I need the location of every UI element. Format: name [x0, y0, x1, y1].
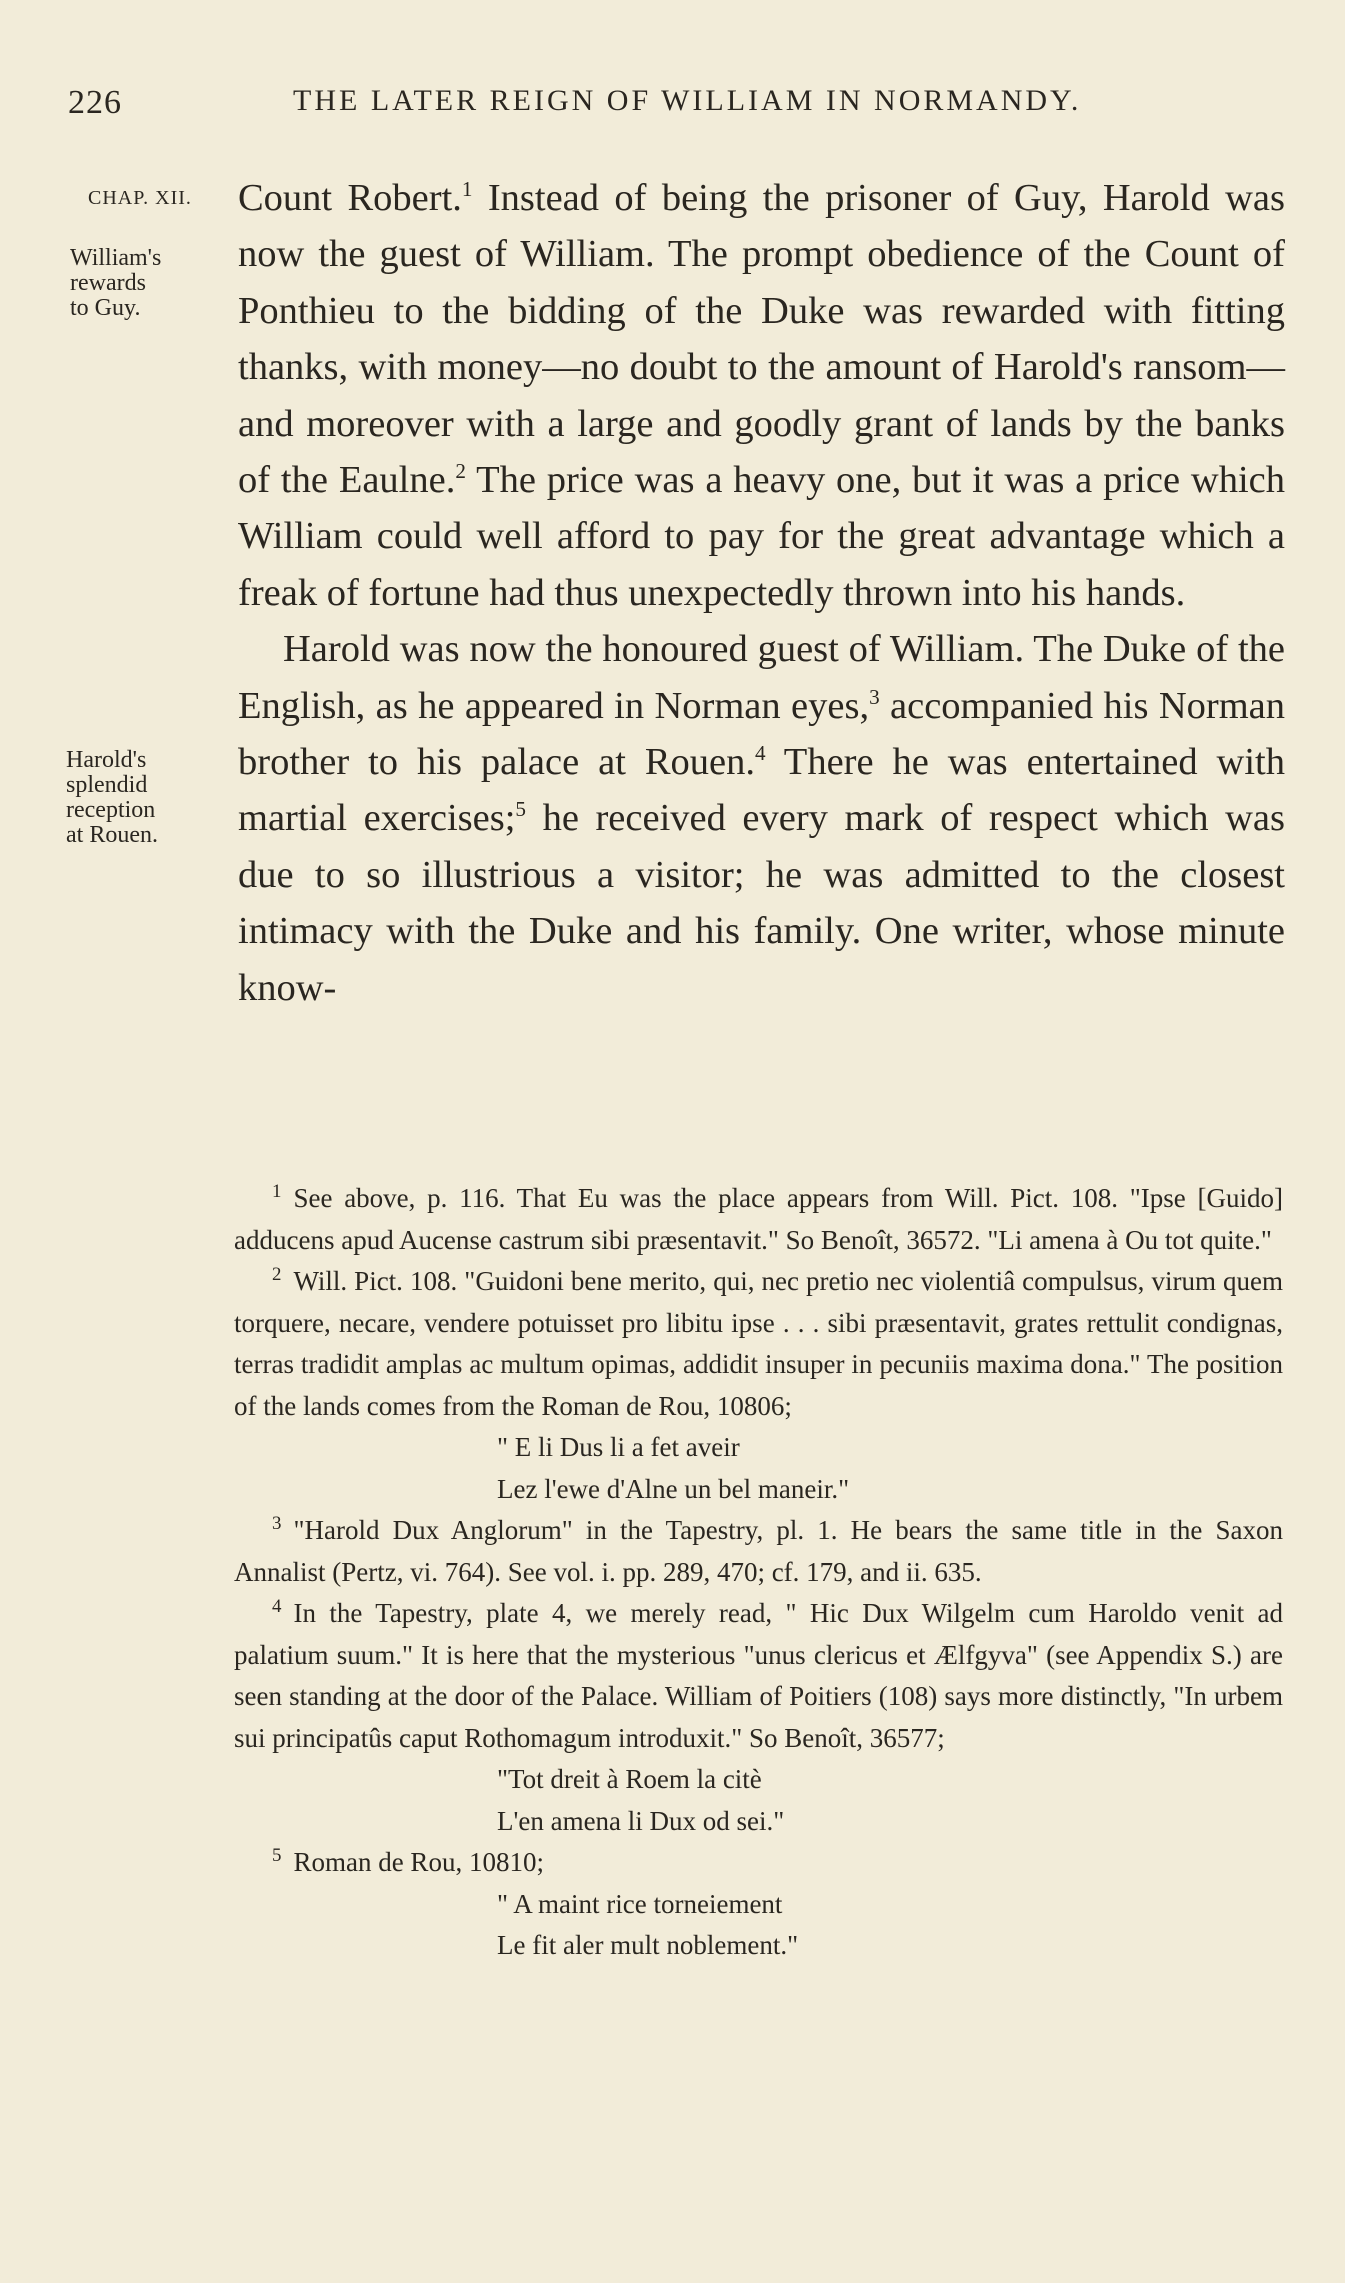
footnote-ref: 2 — [455, 459, 466, 484]
footnote-text: In the Tapestry, plate 4, we merely read, " Hic Dux Wilgelm cum Haroldo venit ad palatium suum." It is here that the mysterious "unus clericus et Ælfgyva" (see Appendix S.) are seen standing at the door of the Palace. William of Poitiers (108) says more distinctly, "In urbem sui principatûs caput Rothomagum introduxit." So Benoît, 36577; — [234, 1598, 1283, 1753]
footnote-4 — [234, 1593, 1283, 1759]
running-head: THE LATER REIGN OF WILLIAM IN NORMANDY. — [293, 84, 1082, 117]
footnote-3 — [234, 1510, 1283, 1593]
footnote-mark: 5 — [272, 1845, 282, 1866]
verse-line: L'en amena li Dux od sei." — [497, 1805, 785, 1836]
verse-line: " A maint rice torneiement — [497, 1888, 783, 1919]
paragraph — [238, 170, 1285, 621]
footnote-1 — [234, 1178, 1283, 1261]
footnote-5 — [234, 1842, 1283, 1884]
text-run: The price was a heavy one, but it was a price which William could well afford to pay for the great advantage which a freak of fortune had thus unexpectedly thrown into his hands. — [238, 459, 1285, 614]
page-number: 226 — [68, 84, 122, 121]
footnote-text: See above, p. 116. That Eu was the place appears from Will. Pict. 108. "Ipse [Guido] adducens apud Aucense castrum sibi præsentavit." So Benoît, 36572. "Li amena à Ou tot quite." — [234, 1183, 1283, 1255]
footnote-2 — [234, 1261, 1283, 1427]
paragraph — [238, 621, 1285, 1016]
text-run: Instead of being the prisoner of Guy, Harold was now the guest of William. The prompt obedience of the Count of Ponthieu to the bidding of the Duke was rewarded with fitting thanks, with money—no doubt to the amount of Harold's ransom—and moreover with a large and goodly grant of lands by the banks of the Eaulne. — [238, 177, 1285, 502]
chapter-label: CHAP. XII. — [88, 187, 192, 209]
footnote-text: Roman de Rou, 10810; — [293, 1847, 544, 1877]
footnote-mark: 1 — [272, 1181, 282, 1202]
margin-note-reception: Harold's splendid reception at Rouen. — [66, 747, 158, 848]
main-text — [238, 170, 1285, 1016]
footnote-text: Will. Pict. 108. "Guidoni bene merito, qui, nec pretio nec violentiâ compulsus, virum quem torquere, necare, vendere potuisset pro libitu ipse . . . sibi præsentavit, grates rettulit condignas, terras tradidit amplas ac multum opimas, addidit insuper in pecuniis maxima dona." The position of the lands comes from the Roman de Rou, 10806; — [234, 1266, 1283, 1421]
text-run: Harold was now the honoured guest of William. The Duke of the English, as he appeared in Norman eyes, — [238, 628, 1285, 727]
footnote-mark: 3 — [272, 1513, 282, 1534]
page-header — [68, 84, 1293, 134]
footnote-ref: 1 — [461, 177, 473, 202]
text-run: accompanied his Norman brother to his palace at Rouen. — [238, 684, 1285, 784]
text-run: he received every mark of respect which was due to so illustrious a visitor; he was admitted to the closest intimacy with the Duke and his family. One writer, whose minute know- — [238, 797, 1285, 1009]
footnote-ref: 3 — [869, 684, 880, 709]
verse-line: " E li Dus li a fet aveir — [497, 1432, 740, 1462]
verse-line: Le fit aler mult noblement." — [497, 1930, 799, 1960]
text-run: There he was entertained with martial exercises; — [238, 741, 1285, 840]
verse-line: Lez l'ewe d'Alne un bel maneir." — [497, 1473, 850, 1504]
footnote-mark: 4 — [272, 1596, 282, 1617]
footnote-ref: 5 — [515, 797, 526, 822]
footnote-mark: 2 — [272, 1264, 282, 1285]
verse-line: "Tot dreit à Roem la citè — [497, 1764, 762, 1794]
footnote-ref: 4 — [754, 741, 766, 766]
footnotes — [234, 1178, 1283, 1967]
margin-note-rewards: William's rewards to Guy. — [70, 245, 162, 321]
text-run: Count Robert. — [238, 177, 462, 219]
footnote-text: "Harold Dux Anglorum" in the Tapestry, pl. 1. He bears the same title in the Saxon Annalist (Pertz, vi. 764). See vol. i. pp. 289, 470; cf. 179, and ii. 635. — [234, 1515, 1283, 1587]
